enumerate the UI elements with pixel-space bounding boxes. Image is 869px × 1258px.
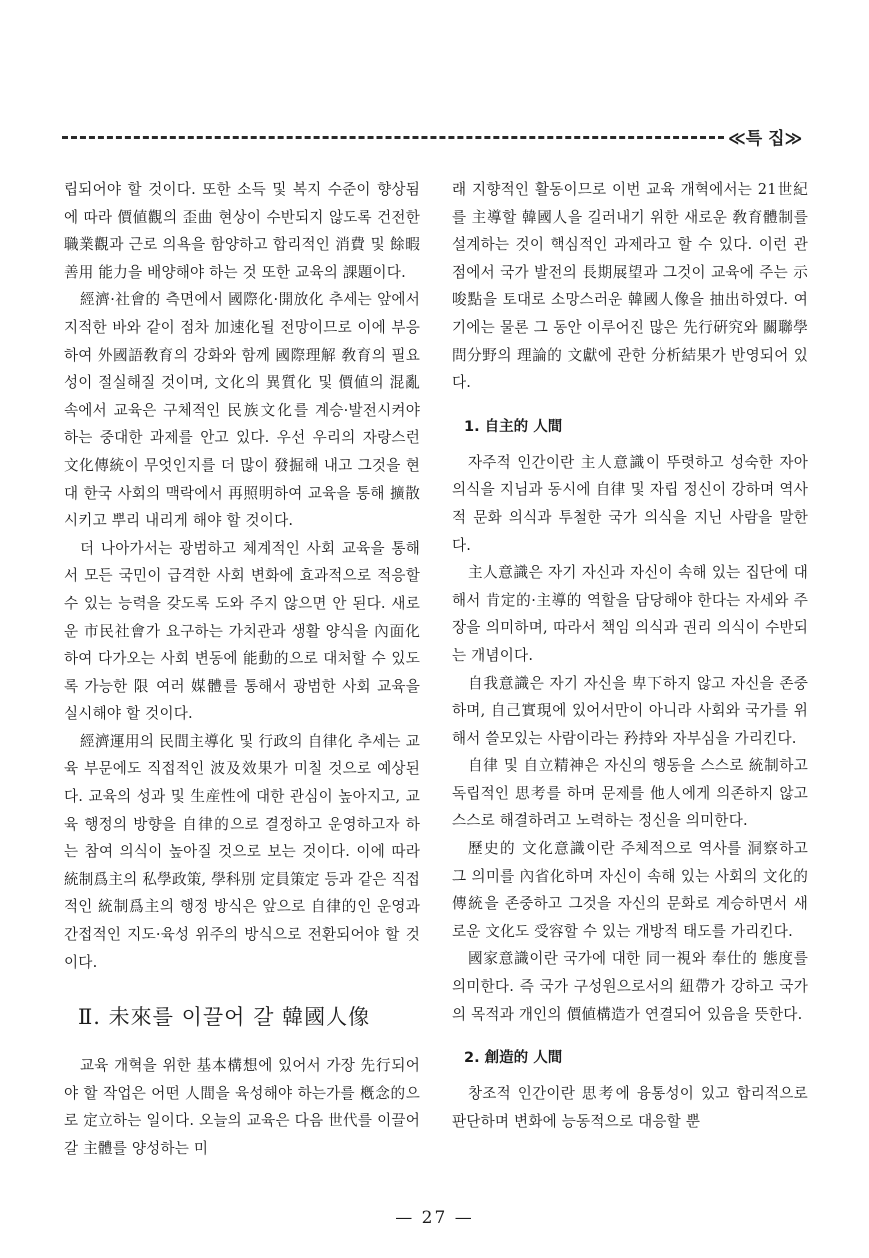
paragraph: 래 지향적인 활동이므로 이번 교육 개혁에서는 21世紀를 主導할 韓國人을 길러내기 위한 새로운 敎育體制를 설계하는 것이 핵심적인 과제라고 할 수 있다. 이런 관점에서 국가 발전의 長期展望과 그것이 교육에 주는 示唆點을 토대로 소망스러운 韓國人像을 抽出하였다. 여기에는 물론 그 동안 이루어진 많은 先行硏究와 關聯學問分野의 理論的 文獻에 관한 分析結果가 반영되어 있다.: [452, 181, 808, 392]
paragraph: 經濟運用의 民間主導化 및 行政의 自律化 추세는 교육 부문에도 직접적인 波及效果가 미칠 것으로 예상된다. 교육의 성과 및 生産性에 대한 관심이 높아지고, 교육 행정의 방향을 自律的으로 결정하고 운영하고자 하는 참여 의식이 높아질 것으로 보는 것이다. 이에 따라 統制爲主의 私學政策, 學科別 定員策定 등과 같은 직접적인 統制爲主의 행정 방식은 앞으로 自律的인 운영과 간접적인 지도·육성 위주의 방식으로 전환되어야 할 것이다.: [64, 732, 420, 971]
paragraph: 립되어야 할 것이다. 또한 소득 및 복지 수준이 향상됨에 따라 價値觀의 歪曲 현상이 수반되지 않도록 건전한 職業觀과 근로 의욕을 함양하고 합리적인 消費 및 餘暇善用 能力을 배양해야 하는 것 또한 교육의 課題이다.: [64, 181, 420, 281]
paragraph: 主人意識은 자기 자신과 자신이 속해 있는 집단에 대해서 肯定的·主導的 역할을 담당해야 한다는 자세와 주장을 의미하며, 따라서 책임 의식과 권리 의식이 수반되는 개념이다.: [452, 564, 808, 664]
paragraph: 經濟·社會的 측면에서 國際化·開放化 추세는 앞에서 지적한 바와 같이 점차 加速化될 전망이므로 이에 부응하여 外國語敎育의 강화와 함께 國際理解 敎育의 필요성이 절실해질 것이며, 文化의 異質化 및 價値의 混亂 속에서 교육은 구체적인 民族文化를 계승·발전시켜야 하는 중대한 과제를 안고 있다. 우선 우리의 자랑스런 文化傳統이 무엇인지를 더 많이 發掘해 내고 그것을 현대 한국 사회의 맥락에서 再照明하여 교육을 통해 擴散시키고 뿌리 내리게 해야 할 것이다.: [64, 291, 420, 530]
paragraph: 自律 및 自立精神은 자신의 행동을 스스로 統制하고 독립적인 思考를 하며 문제를 他人에게 의존하지 않고 스스로 해결하려고 노력하는 정신을 의미한다.: [452, 757, 808, 830]
paragraph: 歷史的 文化意識이란 주체적으로 역사를 洞察하고 그 의미를 內省化하며 자신이 속해 있는 사회의 文化的 傳統을 존중하고 그것을 자신의 문화로 계승하면서 새로운 文化도 受容할 수 있는 개방적 태도를 가리킨다.: [452, 840, 808, 940]
right-column: [452, 176, 808, 1135]
paragraph: 國家意識이란 국가에 대한 同一視와 奉仕的 態度를 의미한다. 즉 국가 구성원으로서의 紐帶가 강하고 국가의 목적과 개인의 價値構造가 연결되어 있음을 뜻한다.: [452, 950, 808, 1023]
left-column: [64, 176, 420, 1163]
paragraph: 자주적 인간이란 主人意識이 뚜렷하고 성숙한 자아 의식을 지님과 동시에 自律 및 자립 정신이 강하며 역사적 문화 의식과 투철한 국가 의식을 지닌 사람을 말한다.: [452, 453, 808, 554]
section-tag: ≪특 집≫: [728, 129, 803, 149]
paragraph: 自我意識은 자기 자신을 卑下하지 않고 자신을 존중하며, 自己實現에 있어서만이 아니라 사회와 국가를 위해서 쓸모있는 사람이라는 矜持와 자부심을 가리킨다.: [452, 674, 808, 747]
section-heading: Ⅱ. 未來를 이끌어 갈 韓國人像: [78, 1005, 371, 1030]
subsection-heading: 1. 自主的 人間: [464, 418, 563, 435]
subsection-heading: 2. 創造的 人間: [464, 1050, 563, 1067]
paragraph: 더 나아가서는 광범하고 체계적인 사회 교육을 통해서 모든 국민이 급격한 사회 변화에 효과적으로 적응할 수 있는 능력을 갖도록 도와 주지 않으면 안 된다. 새로운 市民社會가 요구하는 가치관과 생활 양식을 內面化하여 다가오는 사회 변동에 能動的으로 대처할 수 있도록 가능한 限 여러 媒體를 통해서 광범한 사회 교육을 실시해야 할 것이다.: [64, 539, 420, 723]
header-dashed-rule: [62, 136, 724, 139]
page-number: — 27 —: [395, 1208, 474, 1228]
paragraph: 교육 개혁을 위한 基本構想에 있어서 가장 先行되어야 할 작업은 어떤 人間을 육성해야 하는가를 槪念的으로 定立하는 일이다. 오늘의 교육은 다음 世代를 이끌어 갈 主體를 양성하는 미: [64, 1057, 420, 1157]
paragraph: 창조적 인간이란 思考에 융통성이 있고 합리적으로 판단하며 변화에 능동적으로 대응할 뿐: [452, 1085, 808, 1130]
